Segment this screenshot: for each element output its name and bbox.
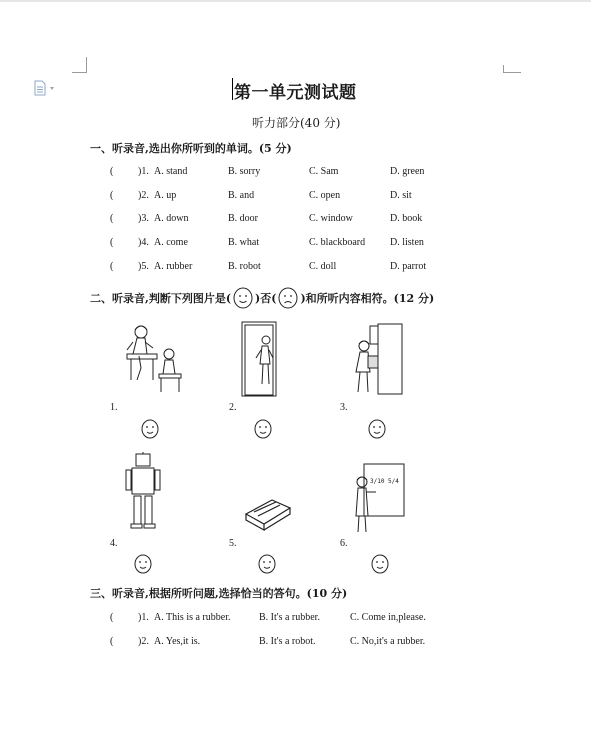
option-c: C. window: [309, 213, 353, 224]
crop-mark: [86, 57, 87, 72]
option-c: C. blackboard: [309, 237, 366, 248]
question-number: )2.: [138, 636, 149, 647]
section-2-heading-pre: 二、听录音,判断下列图片是(: [90, 292, 232, 305]
option-d: D. green: [390, 166, 425, 177]
option-a: A. rubber: [154, 261, 193, 272]
page-subtitle[interactable]: 听力部分(40 分): [252, 116, 341, 130]
option-c: C. Come in,please.: [350, 612, 426, 623]
smiley-face-icon[interactable]: [371, 554, 389, 574]
question-number: )3.: [138, 213, 149, 224]
picture-label: 5.: [229, 538, 237, 549]
option-b: B. and: [228, 190, 255, 201]
option-a: A. up: [154, 190, 177, 201]
answer-paren: (: [110, 612, 114, 623]
option-c: C. doll: [309, 261, 337, 272]
smiley-face-icon[interactable]: [258, 554, 276, 574]
answer-paren: (: [110, 213, 114, 224]
blackboard-text: 3/10 5/4: [370, 478, 399, 485]
option-a: A. stand: [154, 166, 188, 177]
picture-label: 2.: [229, 402, 237, 413]
sad-face-icon: [277, 287, 299, 309]
picture-robot: [124, 452, 164, 532]
option-d: D. listen: [390, 237, 424, 248]
section-2-heading-post: )和所听内容相符。(12 分): [300, 292, 435, 305]
option-b: B. door: [228, 213, 258, 224]
top-border: [0, 0, 591, 2]
smiley-face-icon[interactable]: [134, 554, 152, 574]
option-b: B. sorry: [228, 166, 261, 177]
picture-label: 4.: [110, 538, 118, 549]
smiley-face-icon: [232, 287, 254, 309]
smiley-face-icon[interactable]: [254, 419, 272, 439]
answer-paren: (: [110, 261, 114, 272]
option-d: D. book: [390, 213, 423, 224]
option-b: B. robot: [228, 261, 261, 272]
option-a: A. This is a rubber.: [154, 612, 231, 623]
picture-books: [348, 320, 406, 398]
picture-blackboard: [352, 462, 406, 534]
smiley-face-icon[interactable]: [141, 419, 159, 439]
crop-mark: [503, 72, 521, 73]
option-d: D. sit: [390, 190, 412, 201]
picture-door: [240, 320, 280, 400]
section-1-heading[interactable]: 一、听录音,选出你所听到的单词。(5 分): [90, 142, 292, 155]
answer-paren: (: [110, 237, 114, 248]
option-c: C. Sam: [309, 166, 339, 177]
question-number: )1.: [138, 166, 149, 177]
crop-mark: [72, 72, 87, 73]
smiley-face-icon[interactable]: [368, 419, 386, 439]
picture-label: 1.: [110, 402, 118, 413]
question-number: )2.: [138, 190, 149, 201]
picture-label: 3.: [340, 402, 348, 413]
option-c: C. open: [309, 190, 341, 201]
picture-label: 6.: [340, 538, 348, 549]
answer-paren: (: [110, 636, 114, 647]
question-number: )4.: [138, 237, 149, 248]
option-a: A. Yes,it is.: [154, 636, 201, 647]
text-cursor: [232, 78, 233, 100]
option-a: A. down: [154, 213, 189, 224]
option-d: D. parrot: [390, 261, 427, 272]
section-2-heading-mid: )否(: [255, 292, 277, 305]
option-b: B. It's a robot.: [259, 636, 316, 647]
page-title[interactable]: 第一单元测试题: [234, 83, 357, 103]
crop-mark: [503, 65, 504, 73]
answer-paren: (: [110, 166, 114, 177]
option-b: B. It's a rubber.: [259, 612, 320, 623]
section-3-heading[interactable]: 三、听录音,根据所听问题,选择恰当的答句。(10 分): [90, 587, 348, 600]
option-b: B. what: [228, 237, 260, 248]
question-number: )5.: [138, 261, 149, 272]
picture-rubber: [242, 496, 294, 532]
option-c: C. No,it's a rubber.: [350, 636, 426, 647]
question-number: )1.: [138, 612, 149, 623]
option-a: A. come: [154, 237, 188, 248]
section-2-heading[interactable]: [90, 287, 434, 309]
document-icon[interactable]: [33, 80, 55, 96]
picture-classroom: [125, 320, 185, 395]
answer-paren: (: [110, 190, 114, 201]
